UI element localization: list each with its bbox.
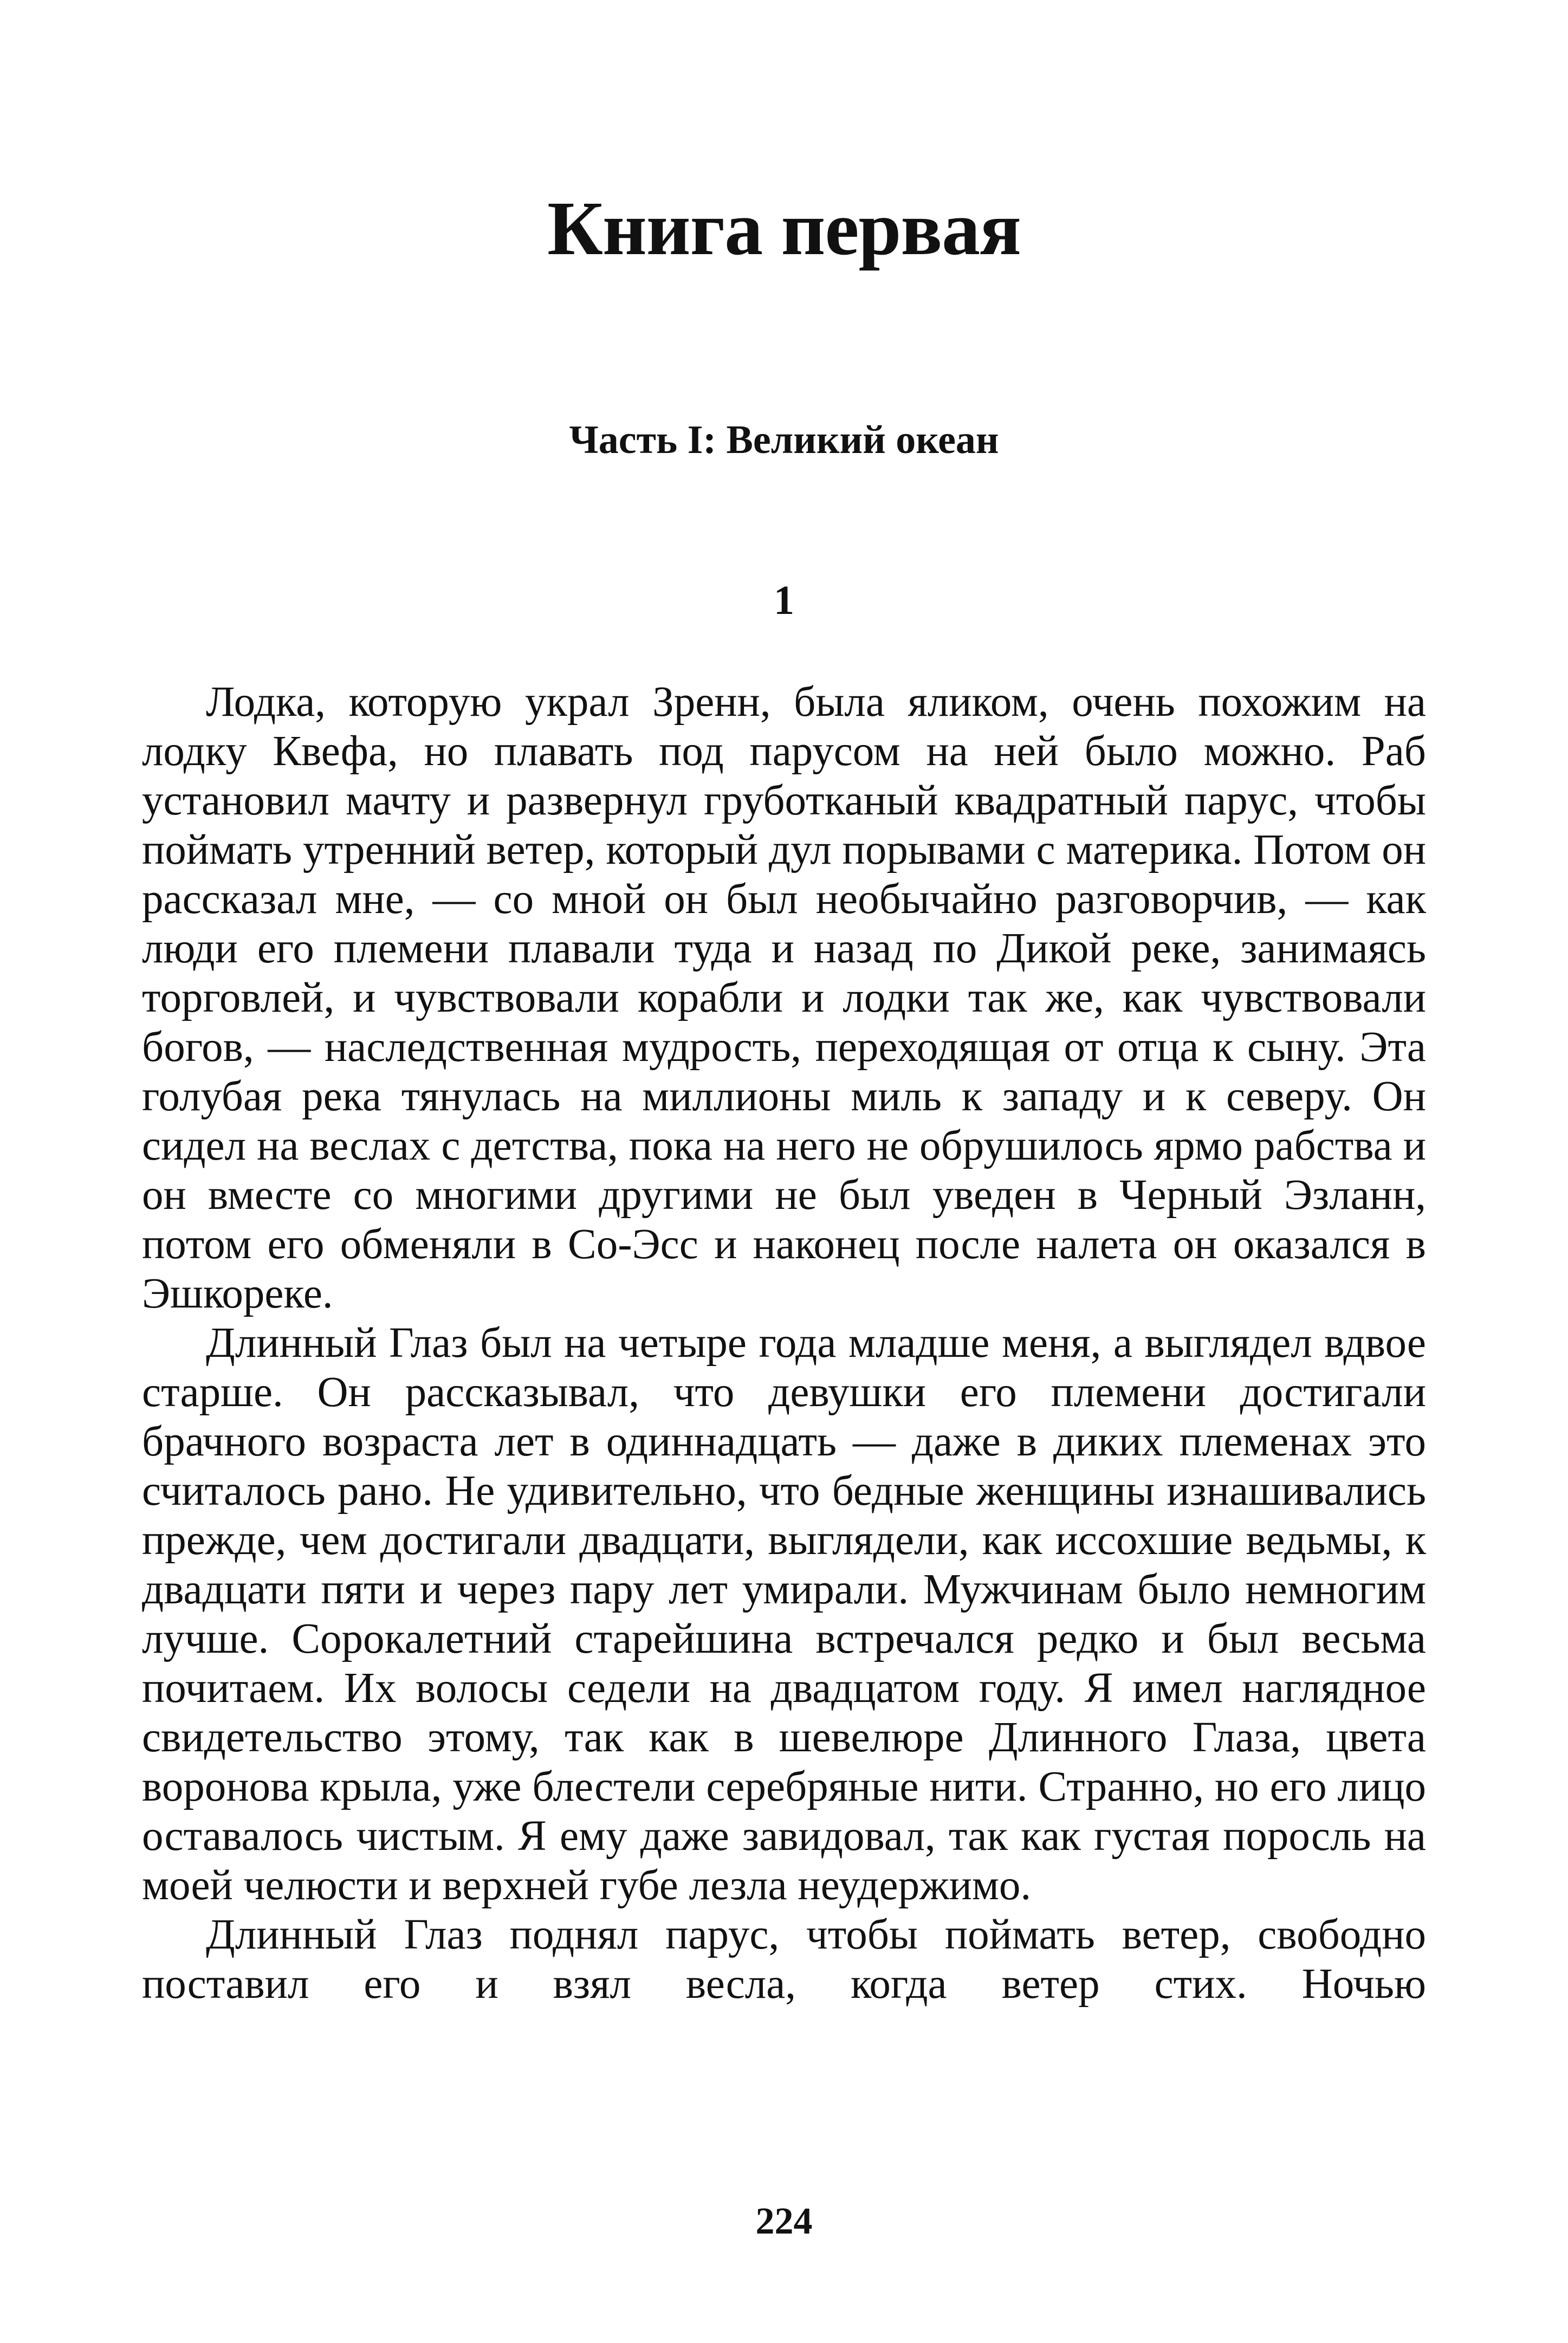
chapter-number: 1 [774,578,794,623]
part-title: Часть I: Великий океан [569,418,999,462]
paragraph: Длинный Глаз был на четыре года младше меня, а выглядел вдвое старше. Он рассказывал, что девушки его племени достигали брачного возраста лет в одиннадцать — даже в диких племенах это считалось рано. Не удивительно, что бедные женщины изнашивались прежде, чем достигали двадцати, выглядели, как иссохшие ведьмы, к двадцати пяти и через пару лет умирали. Мужчинам было немногим лучше. Сорокалетний старейшина встречался редко и был весьма почитаем. Их волосы седели на двадцатом году. Я имел наглядное свидетельство этому, так как в шевелюре Длинного Глаза, цвета воронова крыла, уже блестели серебряные нити. Странно, но его лицо оставалось чистым. Я ему даже завидовал, так как густая поросль на моей челюсти и верхней губе лезла неудержимо. [142,1319,1426,1909]
book-title: Книга первая [547,185,1021,271]
paragraph: Длинный Глаз поднял парус, чтобы поймать ветер, свободно поставил его и взял весла, когда ветер стих. Ночью [142,1911,1426,2008]
page-number: 224 [755,2200,813,2242]
paragraph: Лодка, которую украл Зренн, была яликом, очень похожим на лодку Квефа, но плавать под парусом на ней было можно. Раб установил мачту и развернул груботканый квадратный парус, чтобы поймать утренний ветер, который дул порывами с материка. Потом он рассказал мне, — со мной он был необычайно разговорчив, — как люди его племени плавали туда и назад по Дикой реке, занимаясь торговлей, и чувствовали корабли и лодки так же, как чувствовали богов, — наследственная мудрость, переходящая от отца к сыну. Эта голубая река тянулась на миллионы миль к западу и к северу. Он сидел на веслах с детства, пока на него не обрушилось ярмо рабства и он вместе со многими другими не был уведен в Черный Эзланн, потом его обменяли в Со-Эсс и наконец после налета он оказался в Эшкореке. [142,678,1426,1317]
body-text [142,677,1426,2009]
